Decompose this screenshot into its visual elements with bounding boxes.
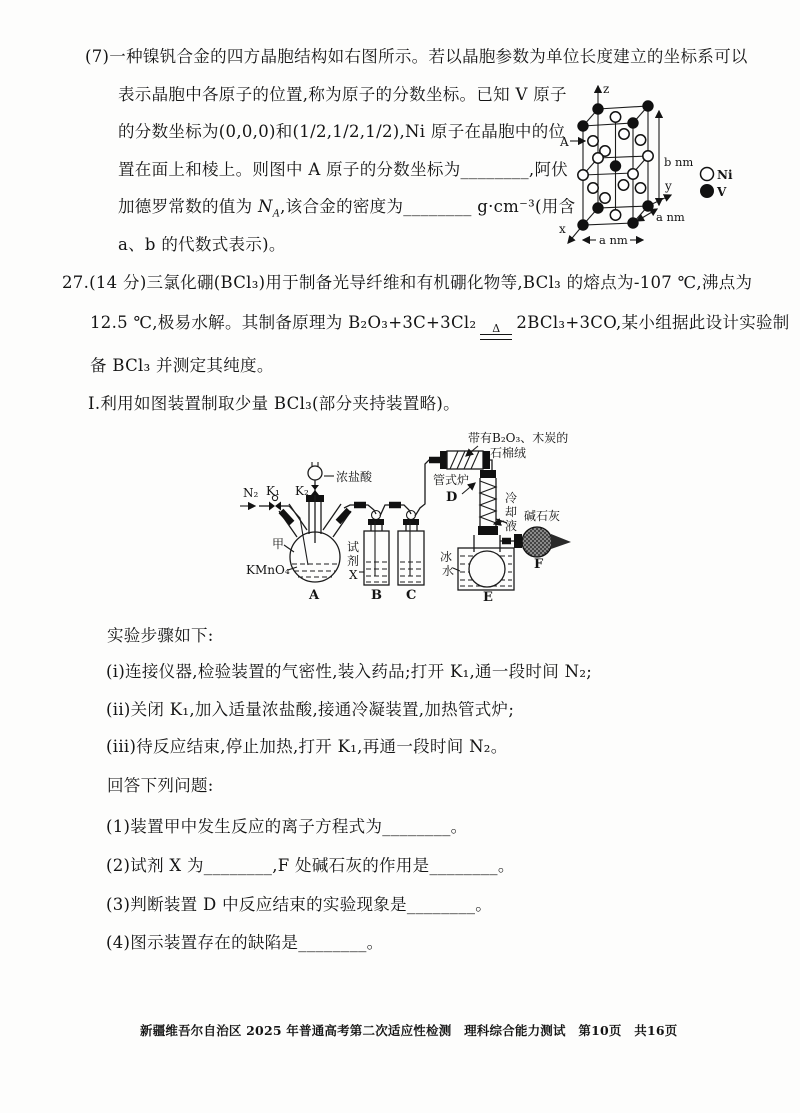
ni-legend-icon	[701, 168, 714, 181]
atom-a-label: A	[560, 135, 569, 149]
device-c-label: C	[406, 588, 417, 603]
legend	[701, 168, 733, 200]
tube-c-to-furnace	[415, 460, 440, 516]
q7-line-3: 的分数坐标为(0,0,0)和(1/2,1/2,1/2),Ni 原子在晶胞中的位	[118, 122, 566, 141]
reagent-x-label-1: 试	[347, 540, 360, 554]
furnace-label: 管式炉	[433, 473, 470, 487]
question-4: (4)图示装置存在的缺陷是________。	[106, 933, 384, 952]
coolant-label-2: 却	[505, 505, 518, 519]
device-e-label: E	[483, 590, 493, 605]
q7-line-5-pre: 加德罗常数的值为	[118, 197, 258, 216]
wool-label-line1: 带有B₂O₃、木炭的	[468, 431, 569, 445]
wash-bottle-b	[347, 511, 389, 604]
flask-e-ice-bath	[440, 535, 514, 605]
wash-bottle-c	[398, 511, 424, 604]
device-a-label: A	[309, 588, 320, 603]
q27-part-1-title: I.利用如图装置制取少量 BCl₃(部分夹持装置略)。	[88, 394, 460, 413]
crystal-cell-figure	[555, 78, 800, 264]
k2-label: K₂	[295, 484, 309, 498]
reagent-x-label-3: X	[349, 568, 358, 582]
ni-legend-label: Ni	[717, 168, 733, 182]
device-d-label: D	[446, 490, 458, 505]
q27-equation-rhs: 2BCl₃+3CO,某小组据此设计实验制	[516, 313, 790, 332]
question-1: (1)装置甲中发生反应的离子方程式为________。	[106, 817, 468, 836]
flask-jia	[246, 495, 351, 603]
tube-furnace-d	[433, 430, 568, 505]
k1-label: K₁	[266, 484, 280, 498]
step-iii: (iii)待反应结束,停止加热,打开 K₁,再通一段时间 N₂。	[106, 737, 508, 756]
condenser	[478, 470, 517, 535]
coolant-label-1: 冷	[505, 491, 518, 505]
ice-water-label-2: 水	[442, 564, 455, 578]
b-dimension-label: b nm	[664, 155, 694, 169]
a-bottom-dimension-label: a nm	[599, 233, 628, 247]
bulb-spout	[551, 534, 571, 549]
q7-line-5	[118, 196, 576, 220]
q7-line-4: 置在面上和棱上。则图中 A 原子的分数坐标为________,阿伏	[118, 160, 569, 179]
question-3: (3)判断装置 D 中反应结束的实验现象是________。	[106, 895, 493, 914]
step-i: (i)连接仪器,检验装置的气密性,装入药品;打开 K₁,通一段时间 N₂;	[106, 662, 593, 681]
ice-water-label-1: 冰	[440, 550, 453, 564]
reaction-condition-delta: Δ	[480, 324, 512, 340]
z-axis-label: z	[603, 82, 610, 96]
q7-line-2: 表示晶胞中各原子的位置,称为原子的分数坐标。已知 V 原子	[118, 85, 567, 104]
stopcock-k1-icon	[269, 502, 275, 511]
a-side-dimension-label: a nm	[656, 210, 685, 224]
page-footer: 新疆维吾尔自治区 2025 年普通高考第二次适应性检测 理科综合能力测试 第10页 共16页	[140, 1023, 678, 1038]
acid-label: 浓盐酸	[336, 470, 373, 484]
questions-title: 回答下列问题:	[107, 776, 214, 795]
y-axis-label: y	[665, 179, 672, 193]
apparatus-figure	[228, 424, 598, 610]
jia-label: 甲	[272, 537, 285, 551]
wool-label-line2: 石棉绒	[490, 446, 527, 460]
q7-line-5-post: ,该合金的密度为________ g·cm⁻³(用含	[280, 197, 576, 216]
atom-a-pointer	[559, 135, 585, 149]
q27-line-3: 备 BCl₃ 并测定其纯度。	[90, 356, 274, 375]
q27-equation-lhs: 12.5 ℃,极易水解。其制备原理为 B₂O₃+3C+3Cl₂	[90, 313, 477, 332]
q7-line-1: (7)一种镍钒合金的四方晶胞结构如右图所示。若以晶胞参数为单位长度建立的坐标系可以	[85, 47, 748, 66]
v-legend-icon	[701, 185, 714, 198]
question-2: (2)试剂 X 为________,F 处碱石灰的作用是________。	[106, 856, 515, 875]
soda-lime-bulb	[522, 527, 552, 557]
device-f-label: F	[534, 557, 544, 572]
dimension-arrows	[583, 111, 693, 247]
x-axis-label: x	[559, 222, 566, 236]
reagent-x-label-2: 剂	[347, 554, 360, 568]
device-b-label: B	[371, 588, 382, 603]
n2-label: N₂	[243, 486, 259, 500]
stopcock-k2-icon	[311, 485, 319, 490]
q27-line-1: 27.(14 分)三氯化硼(BCl₃)用于制备光导纤维和有机硼化物等,BCl₃ 的熔点为-107 ℃,沸点为	[62, 273, 753, 292]
q7-line-6: a、b 的代数式表示)。	[118, 235, 286, 254]
nitrogen-inlet	[240, 484, 289, 511]
step-ii: (ii)关闭 K₁,加入适量浓盐酸,接通冷凝装置,加热管式炉;	[106, 700, 515, 719]
steps-title: 实验步骤如下:	[107, 626, 214, 645]
kmno4-label: KMnO₄	[246, 563, 290, 577]
coolant-label-3: 液	[505, 519, 518, 533]
soda-lime-label: 碱石灰	[524, 509, 561, 523]
v-legend-label: V	[717, 185, 727, 199]
avogadro-symbol: $N_A$	[257, 197, 281, 220]
q27-line-2	[90, 312, 790, 340]
